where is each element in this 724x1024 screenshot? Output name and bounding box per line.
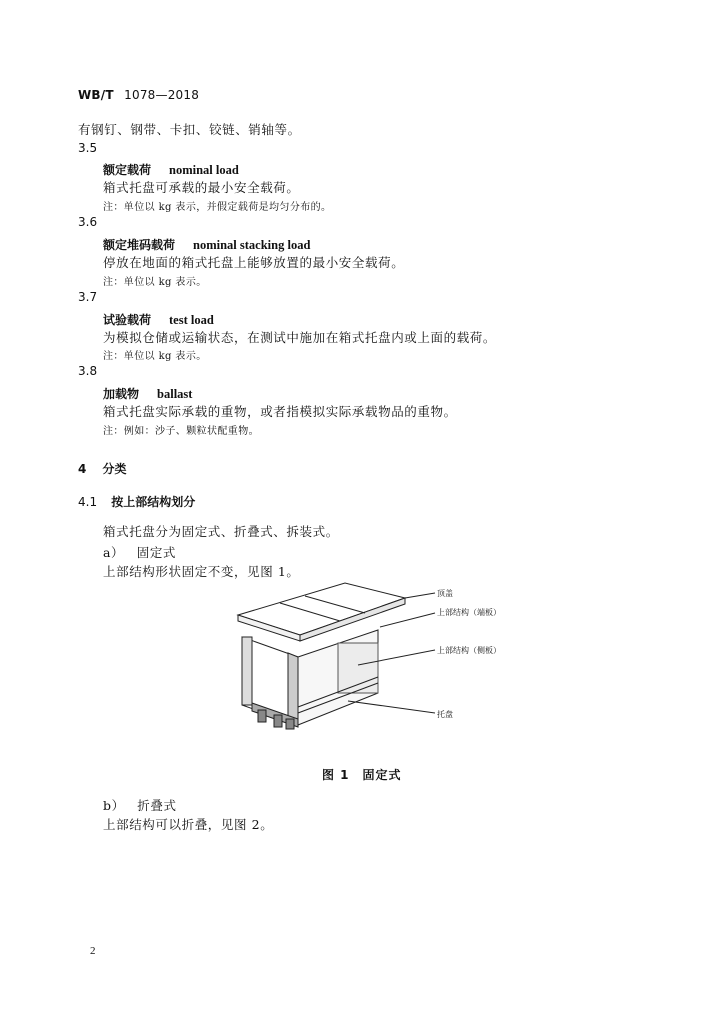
list-label: b）: [103, 798, 125, 813]
term-number: 3.5: [78, 141, 98, 155]
box-pallet-drawing: [238, 583, 435, 729]
term-definition: 停放在地面的箱式托盘上能够放置的最小安全载荷。: [103, 255, 405, 270]
term-definition: 箱式托盘实际承载的重物，或者指模拟实际承载物品的重物。: [103, 404, 457, 419]
term-note: 注：单位以 kg 表示。: [103, 277, 207, 288]
term-note: 注：单位以 kg 表示。: [103, 351, 207, 362]
term-cn: 试验载荷: [103, 313, 152, 327]
term-title: [103, 383, 192, 402]
standard-number: 1078—2018: [124, 88, 200, 102]
term-definition: 箱式托盘可承载的最小安全载荷。: [103, 180, 300, 195]
standard-code: [78, 88, 199, 102]
term-definition: 为模拟仓储或运输状态，在测试中施加在箱式托盘内或上面的载荷。: [103, 330, 497, 345]
term-number: 3.7: [78, 290, 98, 304]
term-note: 注：单位以 kg 表示，并假定载荷是均匀分布的。: [103, 202, 332, 213]
term-title: [103, 234, 310, 253]
list-title: 固定式: [136, 545, 177, 560]
term-en: nominal stacking load: [193, 238, 311, 252]
term-title: [103, 309, 214, 328]
classification-paragraph: 箱式托盘分为固定式、折叠式、拆装式。: [103, 524, 339, 539]
term-en: ballast: [157, 387, 193, 401]
section-heading: [78, 460, 127, 477]
list-item-text: 上部结构可以折叠，见图 2。: [103, 817, 274, 832]
standard-prefix: WB/T: [78, 88, 114, 102]
callout-end-board: 上部结构（端板）: [437, 608, 501, 617]
list-item-b: [103, 796, 177, 814]
term-en: nominal load: [169, 163, 239, 177]
section-title: 分类: [102, 462, 127, 476]
term-cn: 加载物: [103, 387, 140, 401]
term-cn: 额定载荷: [103, 163, 152, 177]
list-item-text: 上部结构形状固定不变，见图 1。: [103, 564, 300, 579]
callout-side-board: 上部结构（侧板）: [437, 646, 501, 655]
term-number: 3.8: [78, 364, 98, 378]
list-item-a: [103, 543, 176, 561]
term-cn: 额定堆码载荷: [103, 238, 176, 252]
term-title: [103, 159, 239, 178]
page-number: 2: [90, 945, 96, 957]
term-note: 注：例如：沙子、颗粒状配重物。: [103, 426, 259, 437]
list-label: a）: [103, 545, 125, 560]
subsection-number: 4.1: [78, 495, 98, 509]
term-number: 3.6: [78, 215, 98, 229]
intro-line: 有钢钉、钢带、卡扣、铰链、销轴等。: [78, 122, 301, 137]
section-number: 4: [78, 462, 87, 476]
list-title: 折叠式: [137, 798, 177, 813]
callout-pallet: 托盘: [437, 710, 453, 719]
callout-lid: 顶盖: [437, 589, 453, 598]
term-en: test load: [169, 313, 214, 327]
subsection-title: 按上部结构划分: [111, 495, 196, 509]
subsection-heading: [78, 493, 195, 510]
figure-caption: 图 1 固定式: [322, 768, 402, 782]
